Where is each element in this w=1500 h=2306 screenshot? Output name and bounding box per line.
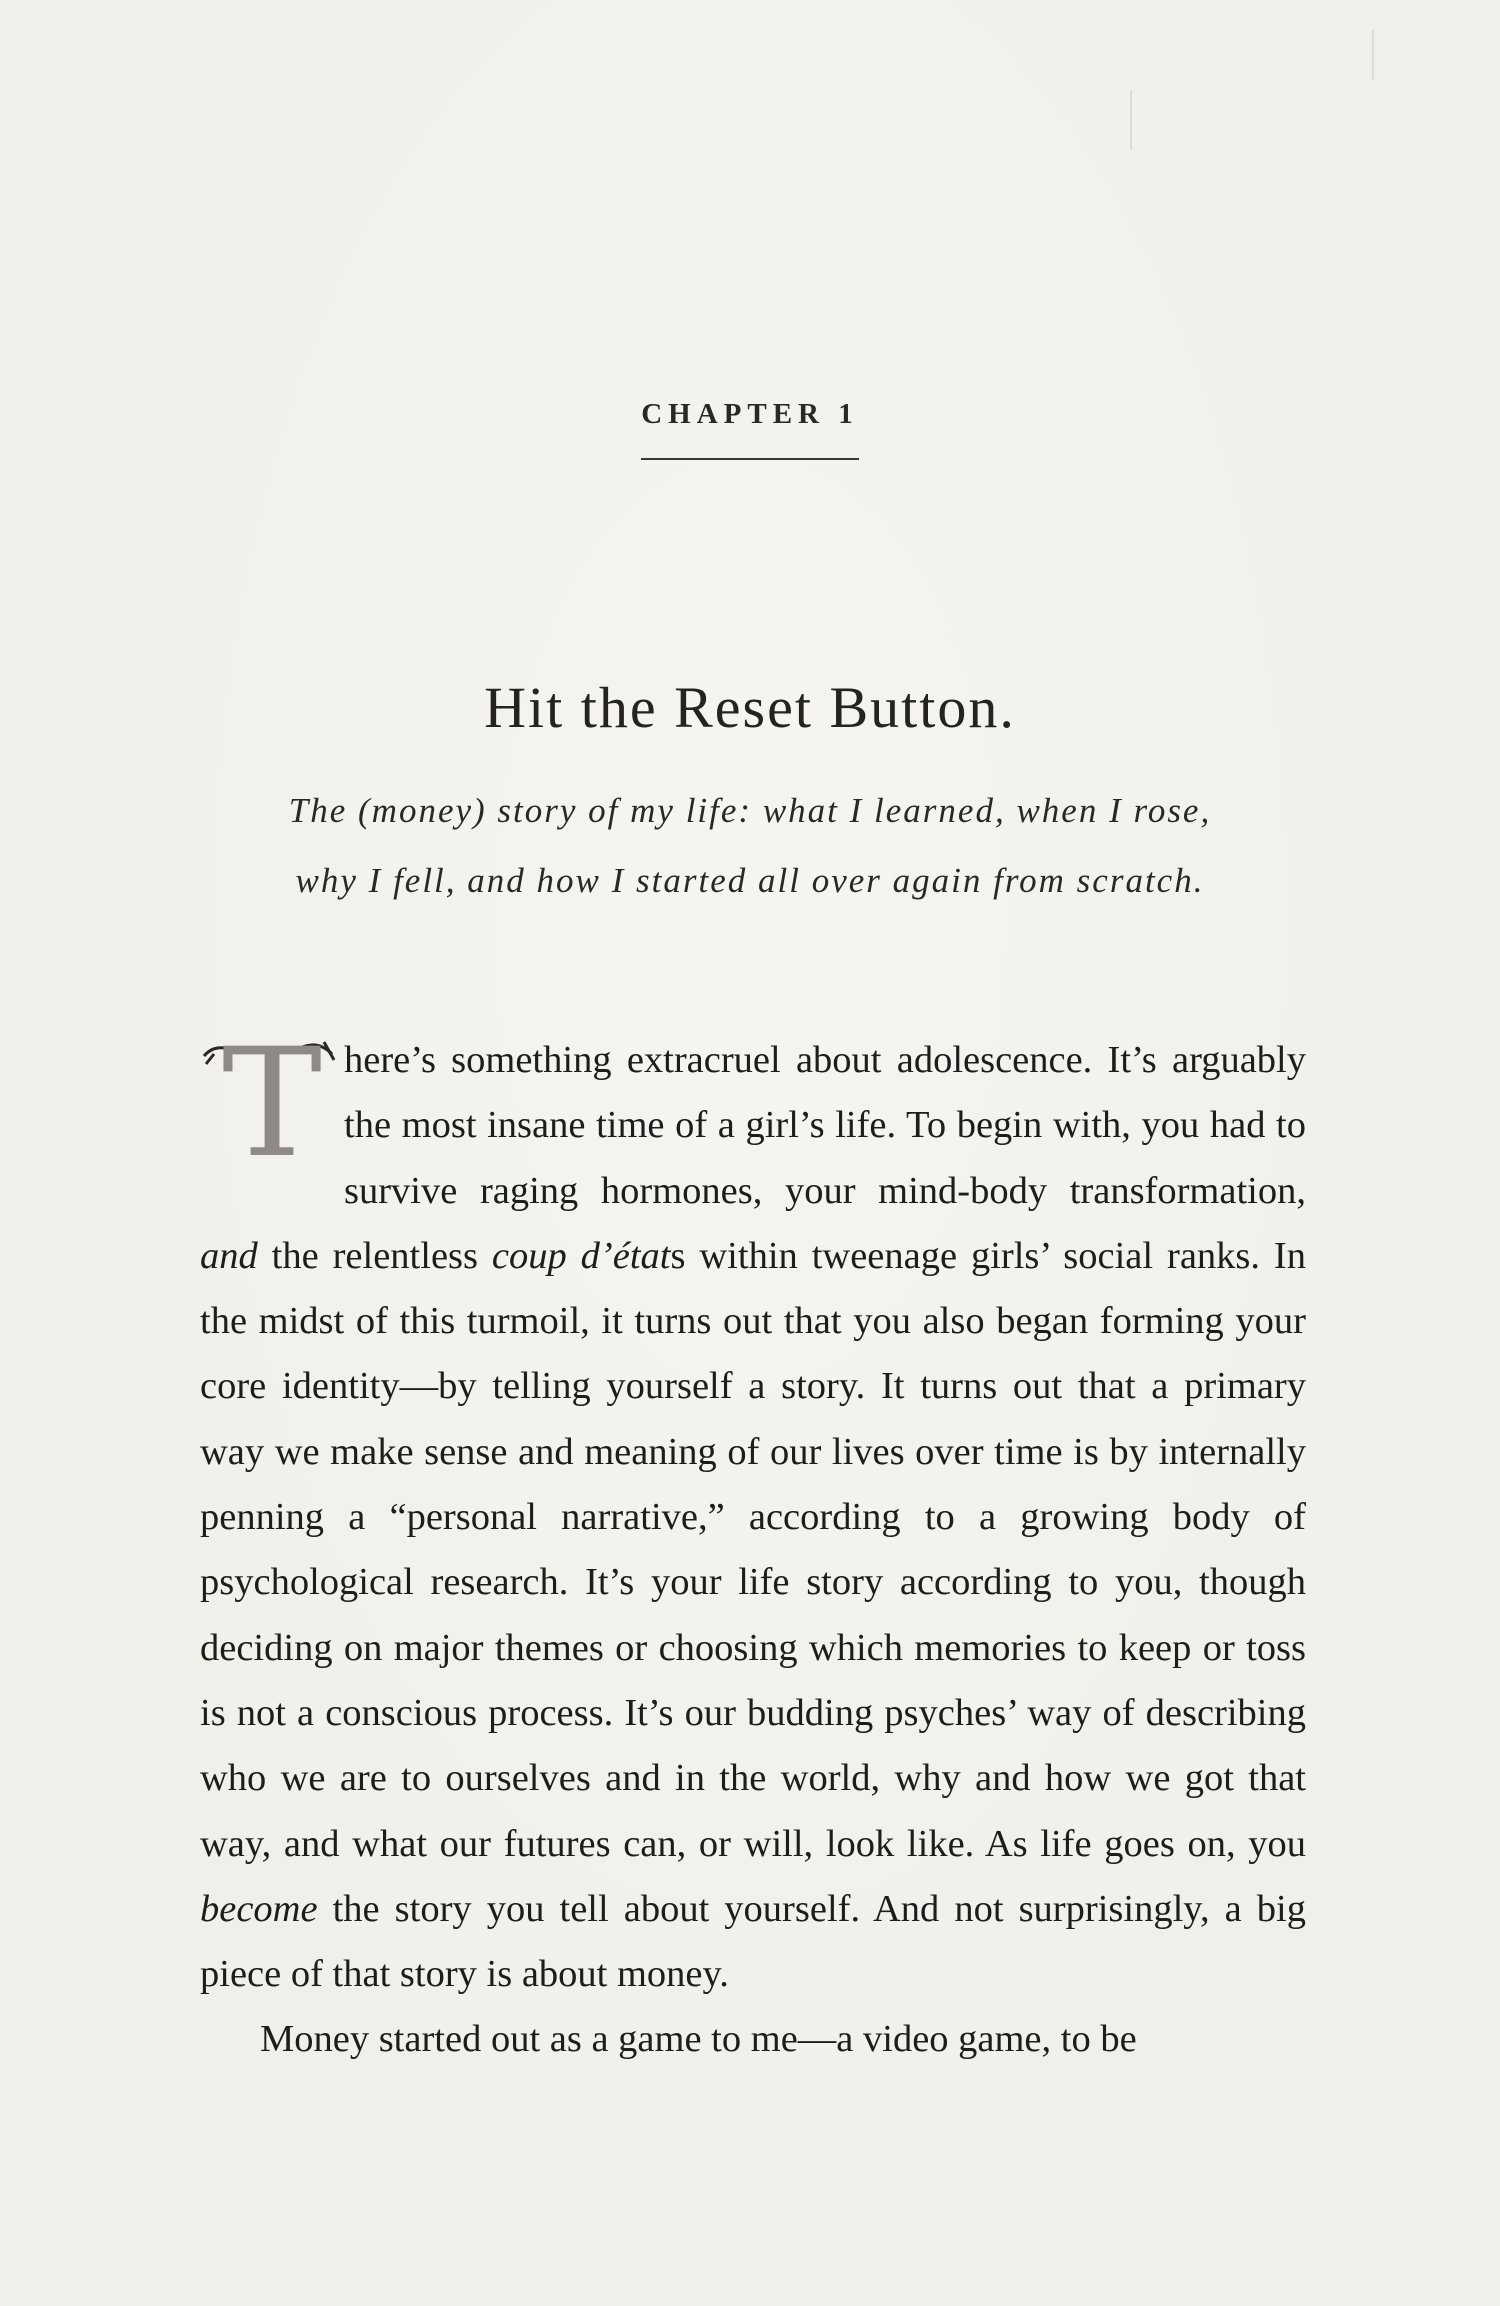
- emphasis-and: and: [200, 1234, 258, 1277]
- paragraph-2: Money started out as a game to me—a video game, to be: [260, 2018, 1137, 2061]
- drop-cap: [200, 1017, 323, 1191]
- scan-mark: [1130, 90, 1132, 150]
- paragraph-1-text-d: the story you tell about yourself. And not surprisingly, a big piece of that story is about money.: [200, 1887, 1306, 1996]
- paragraph-1-text-c: s within tweenage girls’ social ranks. In the midst of this turmoil, it turns out that you also began forming your core identity—by telling yourself a story. It turns out that a primary way we make sense and meaning of our lives over time is by internally penning a “personal narrative,” according to a growing body of psychological research. It’s your life story according to you, though deciding on major themes or choosing which memories to keep or toss is not a conscious process. It’s our budding psyches’ way of describing who we are to ourselves and in the world, why and how we got that way, and what our futures can, or will, look like. As life goes on, you: [200, 1234, 1306, 1865]
- paragraph-1: [200, 1017, 1306, 2007]
- body-text: [200, 1017, 1306, 2073]
- emphasis-become: become: [200, 1887, 318, 1930]
- emphasis-coup-detat: coup d’état: [491, 1234, 671, 1277]
- subtitle-line-1: The (money) story of my life: what I learned, when I rose,: [288, 791, 1212, 830]
- paragraph-1-text-b: the relentless: [257, 1234, 492, 1277]
- chapter-label: CHAPTER 1: [641, 398, 859, 430]
- scan-mark: [1372, 30, 1374, 80]
- drop-cap-letter: T: [222, 1017, 323, 1191]
- paragraph-1-text-a: here’s something extracruel about adolescence. It’s arguably the most insane time of a girl’s life. To begin with, you had to survive raging hormones, your mind-body transformation,: [344, 1039, 1306, 1212]
- chapter-subtitle: [150, 776, 1350, 916]
- chapter-divider: [641, 458, 859, 460]
- subtitle-line-2: why I fell, and how I started all over again from scratch.: [295, 861, 1205, 900]
- chapter-title: Hit the Reset Button.: [484, 674, 1016, 740]
